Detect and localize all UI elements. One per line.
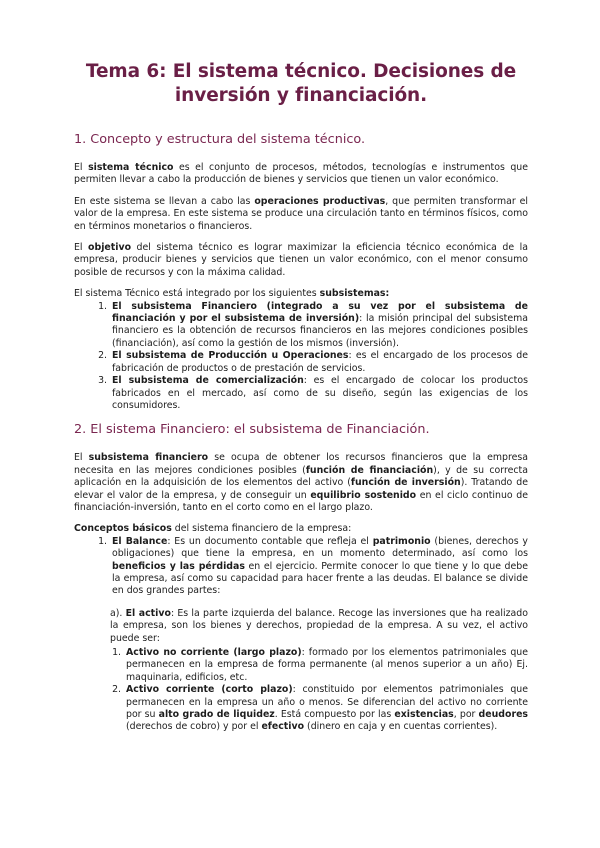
paragraph-objective: El objetivo del sistema técnico es lograr maximizar la eficiencia técnico económica de la empresa, producir bienes y servicios que tienen un valor económico, con el menor consumo posible de recursos y con la máxima calidad. bbox=[74, 242, 528, 278]
paragraph-activo: a). El activo: Es la parte izquierda del balance. Recoge las inversiones que ha realizado la empresa, son los bienes y derechos, propiedad de la empresa. A su vez, el activo puede ser: bbox=[110, 607, 528, 644]
paragraph-definition: El sistema técnico es el conjunto de procesos, métodos, tecnologías e instrumentos que permiten llevar a cabo la producción de bienes y servicios que tienen un valor económico. bbox=[74, 162, 529, 186]
concepts-list bbox=[74, 536, 528, 598]
activo-list bbox=[74, 647, 528, 734]
list-item: 2. Activo corriente (corto plazo): constituido por elementos patrimoniales que permanecen en la empresa un año o menos. Se diferencian del activo no corriente por su alto grado de liquidez. Está compuesto por las existencias, por deudores (derechos de cobro) y por el efectivo (dinero en caja y en cuentas corrientes). bbox=[124, 684, 528, 734]
paragraph-subsystems-intro: El sistema Técnico está integrado por los siguientes subsistemas: bbox=[74, 288, 390, 300]
list-item: 2. El subsistema de Producción u Operaciones: es el encargado de los procesos de fabricación de productos o de prestación de servicios. bbox=[110, 350, 528, 375]
section-2-heading: 2. El sistema Financiero: el subsistema de Financiación. bbox=[74, 422, 430, 438]
section-1-heading: 1. Concepto y estructura del sistema técnico. bbox=[74, 132, 366, 147]
list-item: 1. Activo no corriente (largo plazo): formado por los elementos patrimoniales que permanecen en la empresa de forma permanente (al menos superior a un año) Ej. maquinaria, edificios, etc. bbox=[124, 647, 528, 684]
document-page bbox=[74, 60, 528, 734]
list-item: 3. El subsistema de comercialización: es el encargado de colocar los productos fabricados en el mercado, así como de su diseño, según las exigencias de los consumidores. bbox=[110, 375, 528, 412]
list-item-balance: 1. El Balance: Es un documento contable que refleja el patrimonio (bienes, derechos y obligaciones) que tiene la empresa, en un momento determinado, así como los beneficios y las pérdidas en el ejercicio. Permite conocer lo que tiene y lo que debe la empresa, así como su capacidad para hacer frente a las deudas. El balance se divide en dos grandes partes: bbox=[110, 536, 528, 598]
paragraph-basic-concepts: Conceptos básicos del sistema financiero de la empresa: bbox=[74, 523, 352, 535]
paragraph-financial-subsystem: El subsistema financiero se ocupa de obtener los recursos financieros que la empresa necesita en las mejores condiciones posibles (función de financiación), y de su correcta aplicación en la adquisición de los elementos del activo (función de inversión). Tratando de elevar el valor de la empresa, y de conseguir un equilibrio sostenido en el ciclo continuo de financiación-inversión, tanto en el corto como en el largo plazo. bbox=[74, 452, 528, 513]
subsystems-list bbox=[74, 301, 528, 413]
list-item: 1. El subsistema Financiero (integrado a su vez por el subsistema de financiación y por el subsistema de inversión): la misión principal del subsistema financiero es la obtención de recursos financieros en las mejores condiciones posibles (financiación), así como la gestión de los mismos (inversión). bbox=[110, 301, 528, 351]
page-title: Tema 6: El sistema técnico. Decisiones de inversión y financiación. bbox=[85, 61, 517, 106]
paragraph-operations: En este sistema se llevan a cabo las operaciones productivas, que permiten transformar el valor de la empresa. En este sistema se produce una circulación tanto en términos físicos, como en términos monetarios o financieros. bbox=[74, 195, 528, 232]
